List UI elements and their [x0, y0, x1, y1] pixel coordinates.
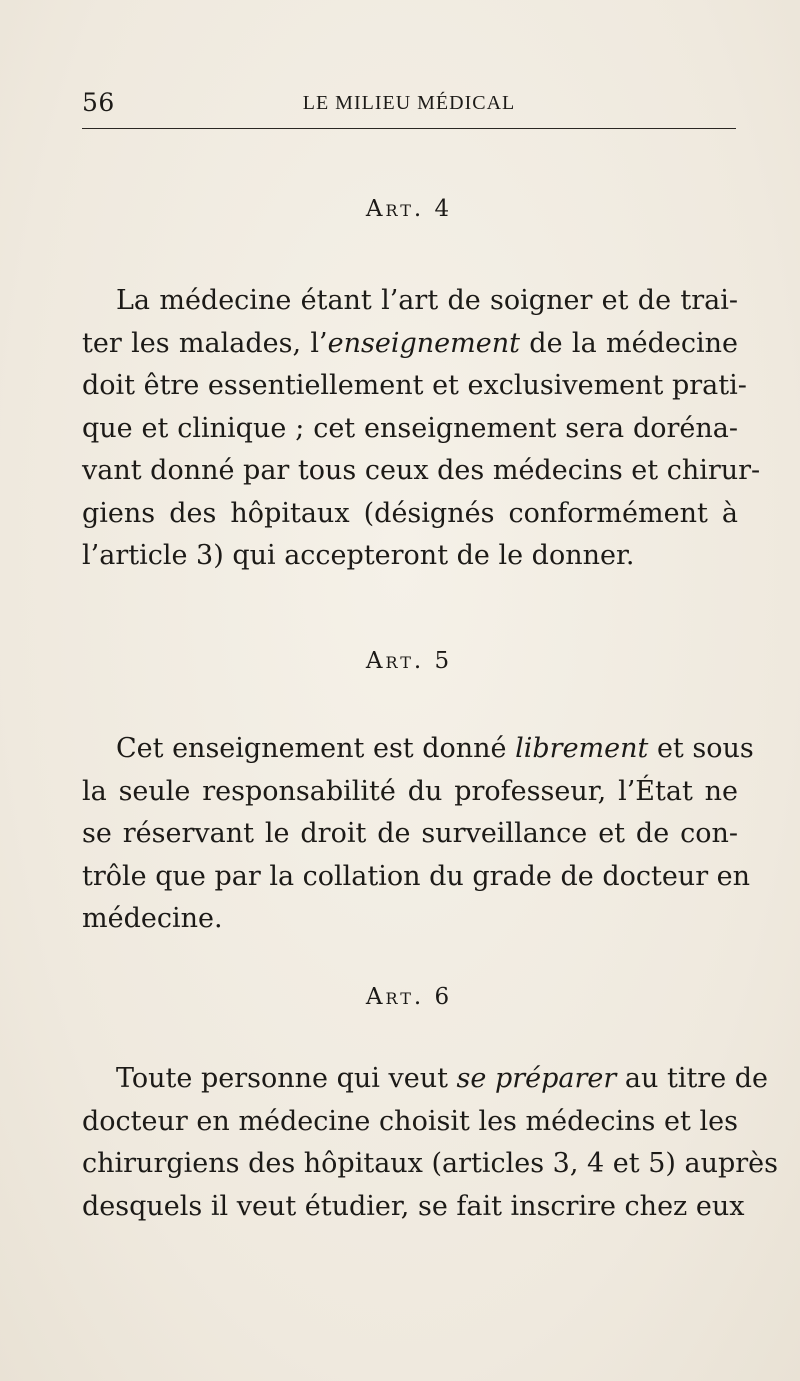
article-6-paragraph: [82, 1058, 779, 1228]
text-run: Toute personne qui veut: [116, 1063, 457, 1094]
paragraph-line: [82, 280, 738, 323]
paragraph-line: [82, 493, 738, 536]
running-title: LE MILIEU MÉDICAL: [302, 92, 516, 114]
text-run: doit être essentiellement et exclusivement prati-: [82, 370, 747, 401]
article-4-heading: Art. 4: [365, 196, 453, 222]
page-number: 56: [82, 88, 115, 117]
text-run: que et clinique ; cet enseignement sera doréna-: [82, 412, 738, 444]
paragraph-line: [82, 856, 751, 899]
text-run: giens des hôpitaux (désignés conformément à: [82, 497, 738, 529]
paragraph-line: [82, 1101, 738, 1144]
text-run: au titre de: [616, 1063, 769, 1094]
paragraph-line: [82, 898, 738, 941]
paragraph-line: [82, 1186, 745, 1229]
text-run: la seule responsabilité du professeur, l’État ne: [82, 775, 738, 807]
paragraph-line: [82, 728, 754, 771]
paragraph-line: [82, 450, 761, 493]
page-header: [82, 88, 736, 122]
text-run: chirurgiens des hôpitaux (articles 3, 4 et 5) auprès: [82, 1148, 779, 1179]
emphasized-term: enseignement: [327, 327, 520, 359]
text-run: trôle que par la collation du grade de docteur en: [82, 860, 751, 892]
article-4-paragraph: [82, 280, 761, 578]
text-run: se réservant le droit de surveillance et de con-: [82, 818, 738, 849]
paragraph-line: [82, 365, 747, 408]
text-run: desquels il veut étudier, se fait inscrire chez eux: [82, 1190, 745, 1222]
emphasized-term: librement: [515, 733, 649, 764]
text-run: de la médecine: [519, 327, 738, 359]
text-run: ter les malades, l’: [82, 327, 328, 359]
text-run: Cet enseignement est donné: [116, 733, 516, 764]
text-run: vant donné par tous ceux des médecins et chirur-: [82, 455, 761, 486]
text-run: docteur en médecine choisit les médecins et les: [82, 1105, 738, 1137]
paragraph-line: [82, 535, 738, 578]
paragraph-line: [82, 1143, 779, 1186]
paragraph-line: [82, 323, 738, 366]
text-run: et sous: [648, 733, 754, 764]
header-rule: [82, 128, 736, 129]
paragraph-line: [82, 771, 738, 814]
emphasized-term: se préparer: [456, 1063, 617, 1094]
text-run: La médecine étant l’art de soigner et de trai-: [116, 285, 738, 316]
article-6-heading: Art. 6: [365, 984, 453, 1010]
text-run: médecine.: [82, 903, 223, 934]
paragraph-line: [82, 408, 738, 451]
text-run: l’article 3) qui accepteront de le donner.: [82, 540, 635, 571]
paragraph-line: [82, 813, 738, 856]
article-5-paragraph: [82, 728, 754, 941]
paragraph-line: [82, 1058, 769, 1101]
article-5-heading: Art. 5: [365, 648, 453, 674]
